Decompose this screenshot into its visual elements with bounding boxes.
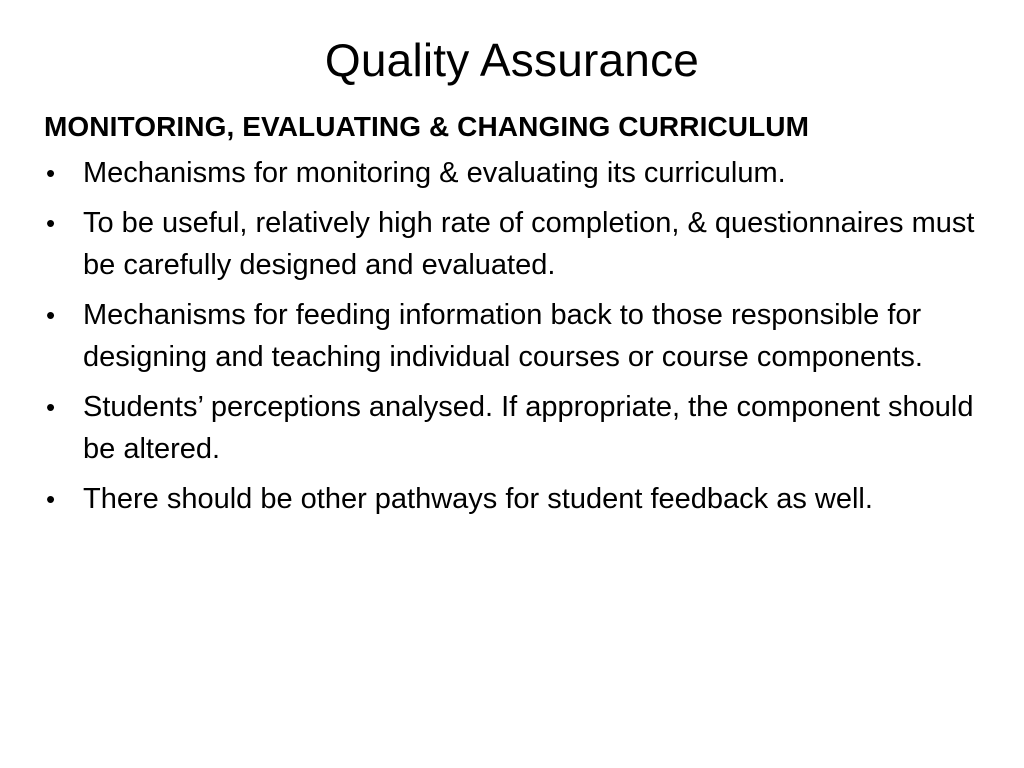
slide-subheading: MONITORING, EVALUATING & CHANGING CURRICULUM <box>44 111 810 142</box>
bullet-item <box>44 386 994 470</box>
bullet-dot-icon: • <box>46 392 56 422</box>
slide-title: Quality Assurance <box>324 34 700 86</box>
bullet-item <box>44 152 994 194</box>
bullet-dot-icon: • <box>46 158 56 188</box>
bullet-text: Students’ perceptions analysed. If appropriate, the component should be altered. <box>83 391 974 465</box>
bullet-item <box>44 294 994 378</box>
bullet-text: There should be other pathways for student feedback as well. <box>83 483 873 515</box>
bullet-text: Mechanisms for feeding information back to those responsible for designing and teaching individual courses or course components. <box>83 299 923 373</box>
bullet-list <box>44 152 994 520</box>
bullet-item <box>44 202 994 286</box>
bullet-item <box>44 478 994 520</box>
bullet-dot-icon: • <box>46 208 56 238</box>
bullet-dot-icon: • <box>46 300 56 330</box>
bullet-dot-icon: • <box>46 484 56 514</box>
bullet-text: To be useful, relatively high rate of completion, & questionnaires must be carefully designed and evaluated. <box>83 207 975 281</box>
bullet-text: Mechanisms for monitoring & evaluating its curriculum. <box>83 157 786 189</box>
slide-body <box>44 106 994 528</box>
